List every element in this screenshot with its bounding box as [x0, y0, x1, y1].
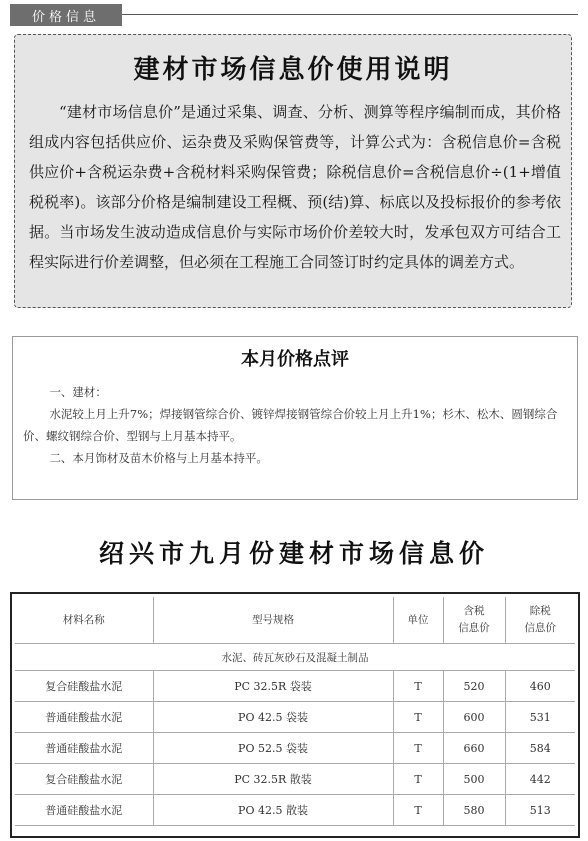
- review-item-1-heading: 一、建材：: [49, 385, 107, 399]
- cell-material-name: 普通硅酸盐水泥: [15, 733, 153, 764]
- cell-spec: PC 32.5R 袋装: [153, 671, 393, 702]
- cell-material-name: 普通硅酸盐水泥: [15, 795, 153, 826]
- cell-unit: T: [393, 702, 443, 733]
- table-row: [15, 671, 575, 702]
- cell-unit: T: [393, 764, 443, 795]
- usage-notice-box: [14, 34, 572, 308]
- cell-material-name: 复合硅酸盐水泥: [15, 764, 153, 795]
- header-spec: 型号规格: [153, 597, 393, 644]
- cell-spec: PO 42.5 散装: [153, 795, 393, 826]
- cell-spec: PO 52.5 袋装: [153, 733, 393, 764]
- header-tax-exclusive-line2: 信息价: [524, 622, 556, 634]
- header-material-name: 材料名称: [15, 597, 153, 644]
- review-title: 本月价格点评: [241, 349, 349, 370]
- review-item-2: 二、本月饰材及苗木价格与上月基本持平。: [49, 451, 268, 465]
- cell-tax-inclusive: 580: [443, 795, 505, 826]
- cell-unit: T: [393, 733, 443, 764]
- cell-unit: T: [393, 795, 443, 826]
- cell-tax-inclusive: 500: [443, 764, 505, 795]
- header-tax-exclusive-line1: 除税: [529, 605, 551, 617]
- cell-spec: PC 32.5R 散装: [153, 764, 393, 795]
- review-body: [23, 381, 567, 469]
- price-table-frame: [10, 592, 580, 838]
- price-table: [15, 597, 575, 826]
- header-tax-exclusive-price: [505, 597, 575, 644]
- header-tax-inclusive-line2: 信息价: [458, 622, 490, 634]
- cell-material-name: 复合硅酸盐水泥: [15, 671, 153, 702]
- cell-material-name: 普通硅酸盐水泥: [15, 702, 153, 733]
- cell-tax-inclusive: 660: [443, 733, 505, 764]
- category-row: [15, 644, 575, 671]
- cell-tax-inclusive: 600: [443, 702, 505, 733]
- cell-tax-exclusive: 442: [505, 764, 575, 795]
- section-tab: 价格信息: [10, 4, 122, 26]
- table-row: [15, 764, 575, 795]
- header-tax-inclusive-line1: 含税: [463, 605, 485, 617]
- header-unit: 单位: [393, 597, 443, 644]
- cell-tax-exclusive: 460: [505, 671, 575, 702]
- table-row: [15, 702, 575, 733]
- table-row: [15, 733, 575, 764]
- cell-tax-exclusive: 531: [505, 702, 575, 733]
- price-list-title: 绍兴市九月份建材市场信息价: [98, 539, 489, 568]
- category-label: 水泥、砖瓦灰砂石及混凝土制品: [15, 644, 575, 671]
- notice-title: 建材市场信息价使用说明: [133, 55, 453, 85]
- section-divider: [122, 14, 578, 15]
- cell-unit: T: [393, 671, 443, 702]
- monthly-review-box: [12, 336, 578, 500]
- review-item-1-body: 水泥较上月上升7%；焊接钢管综合价、镀锌焊接钢管综合价较上月上升1%；杉木、松木、圆钢综合价、螺纹钢综合价、型钢与上月基本持平。: [23, 407, 558, 443]
- table-header-row: [15, 597, 575, 644]
- table-row: [15, 795, 575, 826]
- notice-body: “建材市场信息价”是通过采集、调查、分析、测算等程序编制而成，其价格组成内容包括供应价、运杂费及采购保管费等，计算公式为：含税信息价=含税供应价+含税运杂费+含税材料采购保管费；除税信息价=含税信息价÷(1+增值税税率)。该部分价格是编制建设工程概、预(结)算、标底以及投标报价的参考依据。当市场发生波动造成信息价与实际市场价价差较大时，发承包双方可结合工程实际进行价差调整，但必须在工程施工合同签订时约定具体的调差方式。: [29, 103, 561, 271]
- cell-tax-exclusive: 584: [505, 733, 575, 764]
- cell-spec: PO 42.5 袋装: [153, 702, 393, 733]
- cell-tax-exclusive: 513: [505, 795, 575, 826]
- header-tax-inclusive-price: [443, 597, 505, 644]
- cell-tax-inclusive: 520: [443, 671, 505, 702]
